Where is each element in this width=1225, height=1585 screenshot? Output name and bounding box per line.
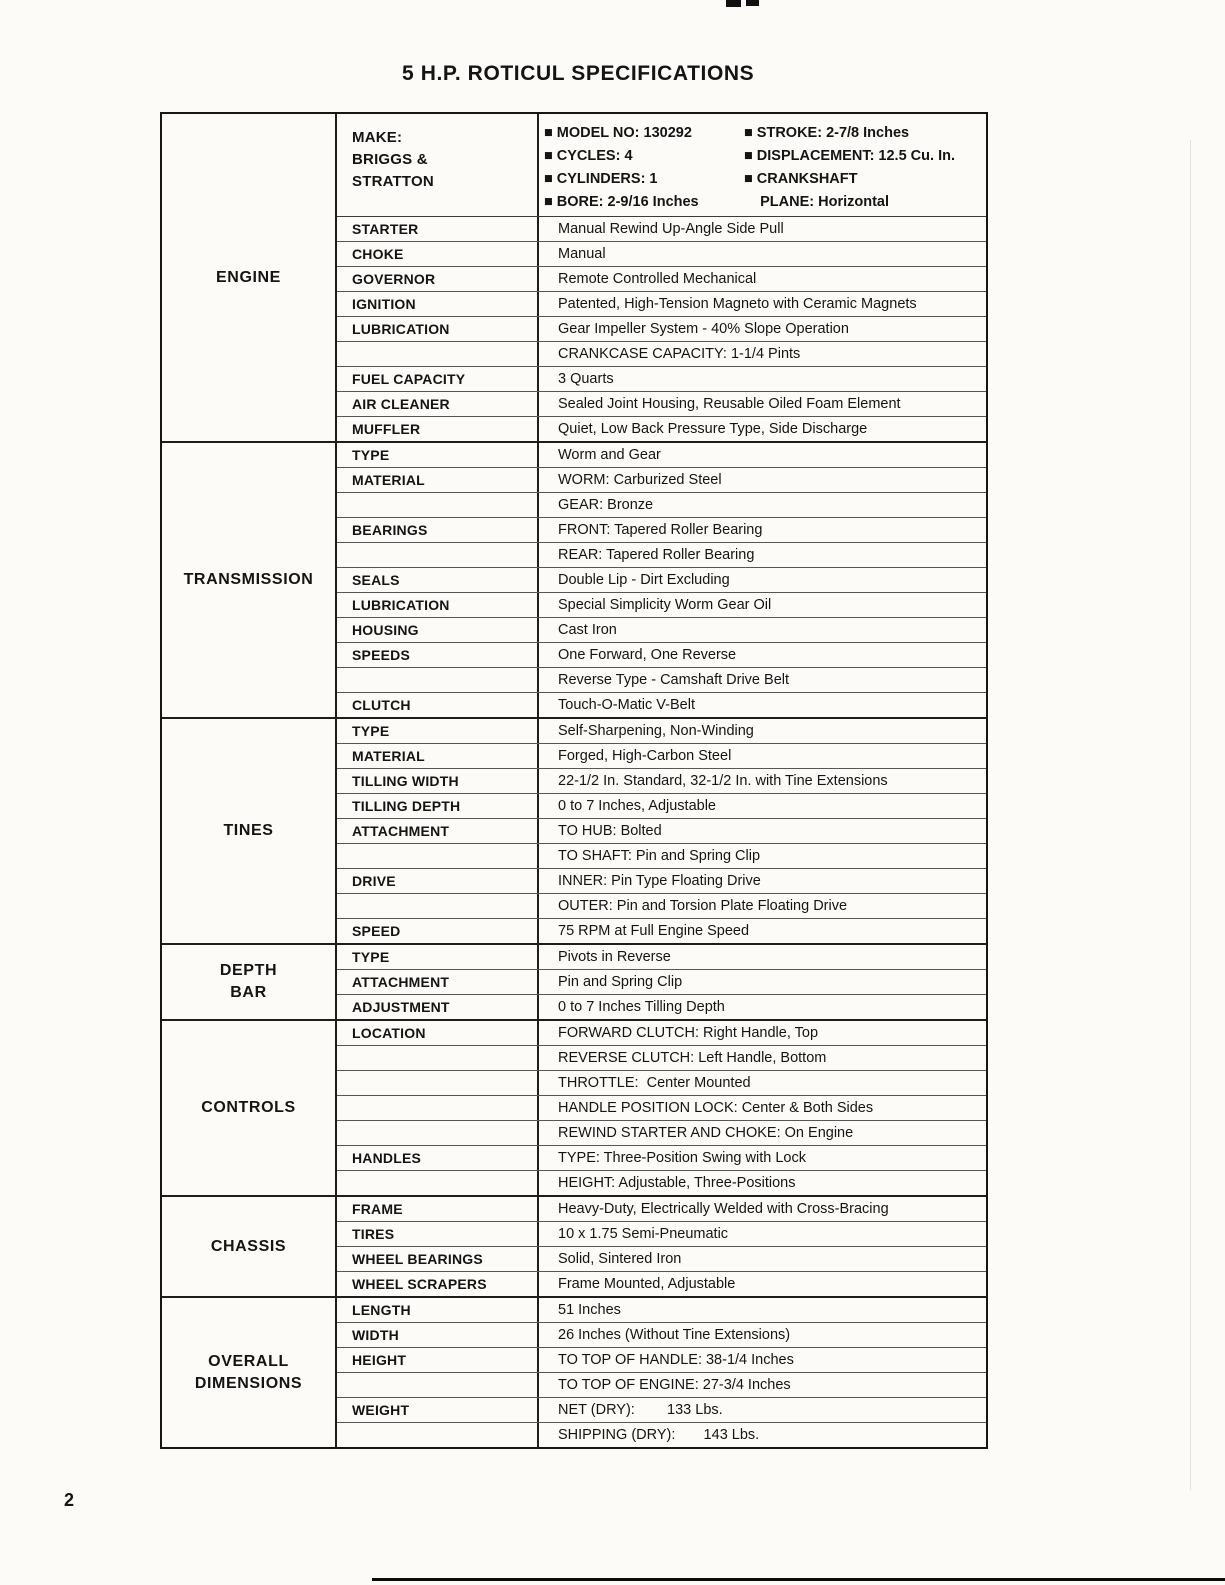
spec-value: 75 RPM at Full Engine Speed (537, 919, 986, 943)
spec-value: TO TOP OF HANDLE: 38-1/4 Inches (537, 1348, 986, 1372)
spec-table (160, 112, 988, 1449)
spec-row (337, 341, 986, 366)
spec-row (337, 719, 986, 743)
engine-spec-item: ■ CYCLES: 4 (544, 148, 633, 164)
spec-label (337, 668, 537, 692)
category-label: CONTROLS (201, 1099, 296, 1116)
spec-label: MATERIAL (352, 472, 425, 488)
spec-row (337, 1045, 986, 1070)
spec-label: HEIGHT (352, 1352, 407, 1368)
spec-label: TYPE (352, 723, 390, 739)
section-rows (337, 443, 986, 717)
spec-row (337, 1246, 986, 1271)
spec-value: Touch-O-Matic V-Belt (537, 693, 986, 717)
category-overall-dimensions (162, 1298, 337, 1447)
spec-label: WHEEL BEARINGS (352, 1251, 483, 1267)
spec-label: CHOKE (352, 246, 404, 262)
spec-label: HOUSING (352, 622, 419, 638)
category-label: CHASSIS (210, 1237, 287, 1255)
spec-row (337, 517, 986, 542)
spec-value: Frame Mounted, Adjustable (537, 1272, 986, 1296)
spec-label: IGNITION (352, 296, 416, 312)
spec-row (337, 1347, 986, 1372)
engine-make-line: STRATTON (352, 173, 434, 190)
spec-row (337, 818, 986, 843)
spec-label (337, 1046, 537, 1070)
engine-spec-item: ■ CYLINDERS: 1 (544, 171, 658, 187)
spec-value: One Forward, One Reverse (537, 643, 986, 667)
section-chassis (162, 1195, 986, 1296)
spec-label (337, 1373, 537, 1397)
spec-label: MATERIAL (352, 748, 425, 764)
scan-mark-right-line (1190, 140, 1191, 1490)
spec-value: Forged, High-Carbon Steel (537, 744, 986, 768)
spec-value: TO SHAFT: Pin and Spring Clip (537, 844, 986, 868)
spec-value: Heavy-Duty, Electrically Welded with Cross-Bracing (537, 1197, 986, 1221)
spec-row (337, 266, 986, 291)
spec-row (337, 868, 986, 893)
section-rows (337, 1021, 986, 1195)
spec-label (337, 1096, 537, 1120)
spec-row (337, 1170, 986, 1195)
spec-label: SPEED (352, 923, 401, 939)
spec-label: LUBRICATION (352, 597, 450, 613)
engine-spec-item: ■ MODEL NO: 130292 (544, 125, 692, 141)
spec-label: SPEEDS (352, 647, 410, 663)
spec-value: FORWARD CLUTCH: Right Handle, Top (537, 1021, 986, 1045)
spec-row (337, 1095, 986, 1120)
category-label: OVERALL (208, 1352, 289, 1370)
engine-header-row (337, 114, 986, 216)
category-label: ENGINE (216, 268, 281, 286)
spec-label (337, 844, 537, 868)
spec-row (337, 1120, 986, 1145)
spec-label: LOCATION (352, 1025, 426, 1041)
spec-label (337, 543, 537, 567)
spec-value: SHIPPING (DRY): 143 Lbs. (537, 1423, 986, 1447)
section-transmission (162, 441, 986, 717)
spec-value: Special Simplicity Worm Gear Oil (537, 593, 986, 617)
spec-label: HANDLES (352, 1150, 422, 1166)
scan-mark-top-icon (726, 0, 741, 7)
engine-spec-item: ■ BORE: 2-9/16 Inches (544, 194, 699, 210)
engine-specs-col1 (544, 122, 744, 216)
spec-label (337, 342, 537, 366)
spec-row (337, 1397, 986, 1422)
spec-value: INNER: Pin Type Floating Drive (537, 869, 986, 893)
spec-row (337, 969, 986, 994)
spec-label (337, 894, 537, 918)
spec-row (337, 1372, 986, 1397)
engine-spec-item: ■ STROKE: 2-7/8 Inches (744, 125, 910, 141)
spec-row (337, 642, 986, 667)
spec-row (337, 945, 986, 969)
section-tines (162, 717, 986, 943)
section-controls (162, 1019, 986, 1195)
spec-row (337, 492, 986, 517)
spec-row (337, 1298, 986, 1322)
spec-value: Cast Iron (537, 618, 986, 642)
spec-row (337, 1271, 986, 1296)
spec-row (337, 391, 986, 416)
spec-label: WIDTH (352, 1327, 399, 1343)
spec-row (337, 366, 986, 391)
section-depth-bar (162, 943, 986, 1019)
category-controls (162, 1021, 337, 1195)
category-label: TINES (223, 822, 274, 839)
spec-row (337, 443, 986, 467)
engine-specs-cell (537, 114, 986, 216)
spec-row (337, 592, 986, 617)
spec-label (337, 1121, 537, 1145)
spec-value: Quiet, Low Back Pressure Type, Side Discharge (537, 417, 986, 441)
spec-row (337, 994, 986, 1019)
spec-row (337, 743, 986, 768)
spec-label: ATTACHMENT (352, 823, 450, 839)
engine-specs-col2 (744, 122, 986, 216)
spec-value: Worm and Gear (537, 443, 986, 467)
page-title: 5 H.P. ROTICUL SPECIFICATIONS (402, 62, 755, 85)
spec-row (337, 467, 986, 492)
spec-value: TO HUB: Bolted (537, 819, 986, 843)
spec-label: TILLING DEPTH (352, 798, 461, 814)
spec-row (337, 416, 986, 441)
section-overall-dimensions (162, 1296, 986, 1447)
engine-make-line: MAKE: (352, 129, 403, 146)
category-label: BAR (230, 984, 267, 1001)
section-engine (162, 114, 986, 441)
engine-spec-item: ■ DISPLACEMENT: 12.5 Cu. In. (744, 148, 955, 164)
spec-label: TILLING WIDTH (352, 773, 459, 789)
spec-label: GOVERNOR (352, 271, 436, 287)
spec-value: TYPE: Three-Position Swing with Lock (537, 1146, 986, 1170)
spec-row (337, 216, 986, 241)
spec-value: 0 to 7 Inches, Adjustable (537, 794, 986, 818)
spec-value: 51 Inches (537, 1298, 986, 1322)
page-number: 2 (64, 1490, 75, 1510)
spec-value: Manual (537, 242, 986, 266)
section-rows (337, 1298, 986, 1447)
spec-label: SEALS (352, 572, 400, 588)
engine-make-line: BRIGGS & (352, 151, 428, 168)
section-rows (337, 719, 986, 943)
section-rows (337, 945, 986, 1019)
spec-row (337, 617, 986, 642)
spec-label: MUFFLER (352, 421, 421, 437)
spec-row (337, 1070, 986, 1095)
spec-value: REAR: Tapered Roller Bearing (537, 543, 986, 567)
spec-value: 10 x 1.75 Semi-Pneumatic (537, 1222, 986, 1246)
spec-label: FUEL CAPACITY (352, 371, 466, 387)
spec-value: Gear Impeller System - 40% Slope Operation (537, 317, 986, 341)
spec-value: Reverse Type - Camshaft Drive Belt (537, 668, 986, 692)
spec-row (337, 1145, 986, 1170)
spec-label: ATTACHMENT (352, 974, 450, 990)
scan-mark-bottom-line (372, 1578, 1225, 1581)
spec-row (337, 542, 986, 567)
engine-spec-item: PLANE: Horizontal (744, 194, 890, 210)
spec-value: REVERSE CLUTCH: Left Handle, Bottom (537, 1046, 986, 1070)
spec-row (337, 893, 986, 918)
spec-label (337, 493, 537, 517)
engine-make-cell (337, 114, 537, 216)
spec-label: LUBRICATION (352, 321, 450, 337)
spec-row (337, 843, 986, 868)
spec-value: 22-1/2 In. Standard, 32-1/2 In. with Tine Extensions (537, 769, 986, 793)
spec-row (337, 1021, 986, 1045)
spec-label: TIRES (352, 1226, 395, 1242)
spec-value: REWIND STARTER AND CHOKE: On Engine (537, 1121, 986, 1145)
spec-value: 3 Quarts (537, 367, 986, 391)
spec-value: TO TOP OF ENGINE: 27-3/4 Inches (537, 1373, 986, 1397)
spec-row (337, 316, 986, 341)
spec-label: ADJUSTMENT (352, 999, 450, 1015)
spec-value: GEAR: Bronze (537, 493, 986, 517)
spec-row (337, 291, 986, 316)
spec-value: 26 Inches (Without Tine Extensions) (537, 1323, 986, 1347)
spec-label: AIR CLEANER (352, 396, 450, 412)
spec-label (337, 1171, 537, 1195)
spec-label: TYPE (352, 447, 390, 463)
spec-label: STARTER (352, 221, 419, 237)
spec-value: FRONT: Tapered Roller Bearing (537, 518, 986, 542)
spec-row (337, 567, 986, 592)
category-label: DEPTH (219, 962, 278, 979)
spec-value: OUTER: Pin and Torsion Plate Floating Drive (537, 894, 986, 918)
spec-value: Patented, High-Tension Magneto with Ceramic Magnets (537, 292, 986, 316)
spec-label: WHEEL SCRAPERS (352, 1276, 487, 1292)
spec-row (337, 768, 986, 793)
spec-value: CRANKCASE CAPACITY: 1-1/4 Pints (537, 342, 986, 366)
spec-row (337, 692, 986, 717)
spec-value: Pin and Spring Clip (537, 970, 986, 994)
spec-label: WEIGHT (352, 1402, 410, 1418)
spec-label: CLUTCH (352, 697, 411, 713)
category-tines (162, 719, 337, 943)
spec-label (337, 1423, 537, 1447)
spec-row (337, 667, 986, 692)
spec-row (337, 1422, 986, 1447)
engine-spec-item: ■ CRANKSHAFT (744, 171, 858, 187)
spec-value: WORM: Carburized Steel (537, 468, 986, 492)
spec-value: Self-Sharpening, Non-Winding (537, 719, 986, 743)
spec-value: Sealed Joint Housing, Reusable Oiled Foam Element (537, 392, 986, 416)
section-rows (337, 1197, 986, 1296)
spec-row (337, 1322, 986, 1347)
spec-label: BEARINGS (352, 522, 428, 538)
category-chassis (162, 1197, 337, 1296)
spec-row (337, 1197, 986, 1221)
spec-value: 0 to 7 Inches Tilling Depth (537, 995, 986, 1019)
spec-value: Pivots in Reverse (537, 945, 986, 969)
spec-row (337, 918, 986, 943)
spec-value: Solid, Sintered Iron (537, 1247, 986, 1271)
category-transmission (162, 443, 337, 717)
section-rows (337, 114, 986, 441)
spec-label: LENGTH (352, 1302, 411, 1318)
spec-value: NET (DRY): 133 Lbs. (537, 1398, 986, 1422)
category-depth-bar (162, 945, 337, 1019)
spec-label: FRAME (352, 1201, 403, 1217)
spec-row (337, 1221, 986, 1246)
spec-row (337, 793, 986, 818)
spec-value: Manual Rewind Up-Angle Side Pull (537, 217, 986, 241)
category-label: TRANSMISSION (183, 571, 314, 588)
scan-mark-top-icon (746, 0, 759, 6)
spec-value: HEIGHT: Adjustable, Three-Positions (537, 1171, 986, 1195)
category-label: DIMENSIONS (194, 1374, 303, 1392)
spec-value: Remote Controlled Mechanical (537, 267, 986, 291)
spec-label: TYPE (352, 949, 390, 965)
spec-value: HANDLE POSITION LOCK: Center & Both Sides (537, 1096, 986, 1120)
spec-label: DRIVE (352, 873, 396, 889)
spec-row (337, 241, 986, 266)
spec-label (337, 1071, 537, 1095)
category-engine (162, 114, 337, 441)
spec-value: THROTTLE: Center Mounted (537, 1071, 986, 1095)
spec-value: Double Lip - Dirt Excluding (537, 568, 986, 592)
